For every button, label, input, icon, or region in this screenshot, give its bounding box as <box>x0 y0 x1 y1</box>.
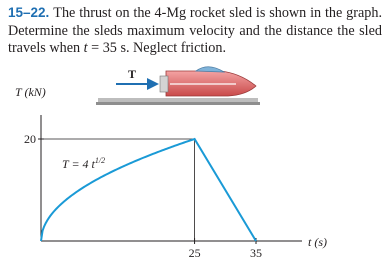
y-axis-label: T (kN) <box>15 85 46 99</box>
rocket-sled-illustration <box>96 67 260 105</box>
problem-time-variable: t <box>83 40 88 56</box>
curve-equation-exponent: 1/2 <box>94 156 106 165</box>
x-tick-label-25: 25 <box>188 246 201 260</box>
y-tick-label-20: 20 <box>24 132 36 146</box>
sled-canopy <box>196 67 224 72</box>
sled-exhaust <box>160 76 168 92</box>
thrust-arrow-label: T <box>128 67 137 81</box>
x-tick-label-35: 35 <box>250 246 262 260</box>
curve-equation-base: T = 4 t <box>62 157 95 171</box>
thrust-curve <box>41 139 256 241</box>
problem-number: 15–22. <box>8 5 50 20</box>
thrust-graph <box>15 85 327 260</box>
x-axis-label: t (s) <box>308 235 327 249</box>
problem-text-part2: = 35 s. Neglect friction. <box>91 40 227 56</box>
curve-equation-label <box>62 156 105 171</box>
track-bed <box>96 102 260 105</box>
guide-lines <box>41 139 195 241</box>
problem-text-part1: The thrust on the 4-Mg rocket sled is shown in the graph. Determine the sleds maximum velocity and the distance the sled travels when <box>8 5 382 56</box>
track-rail <box>98 98 258 102</box>
